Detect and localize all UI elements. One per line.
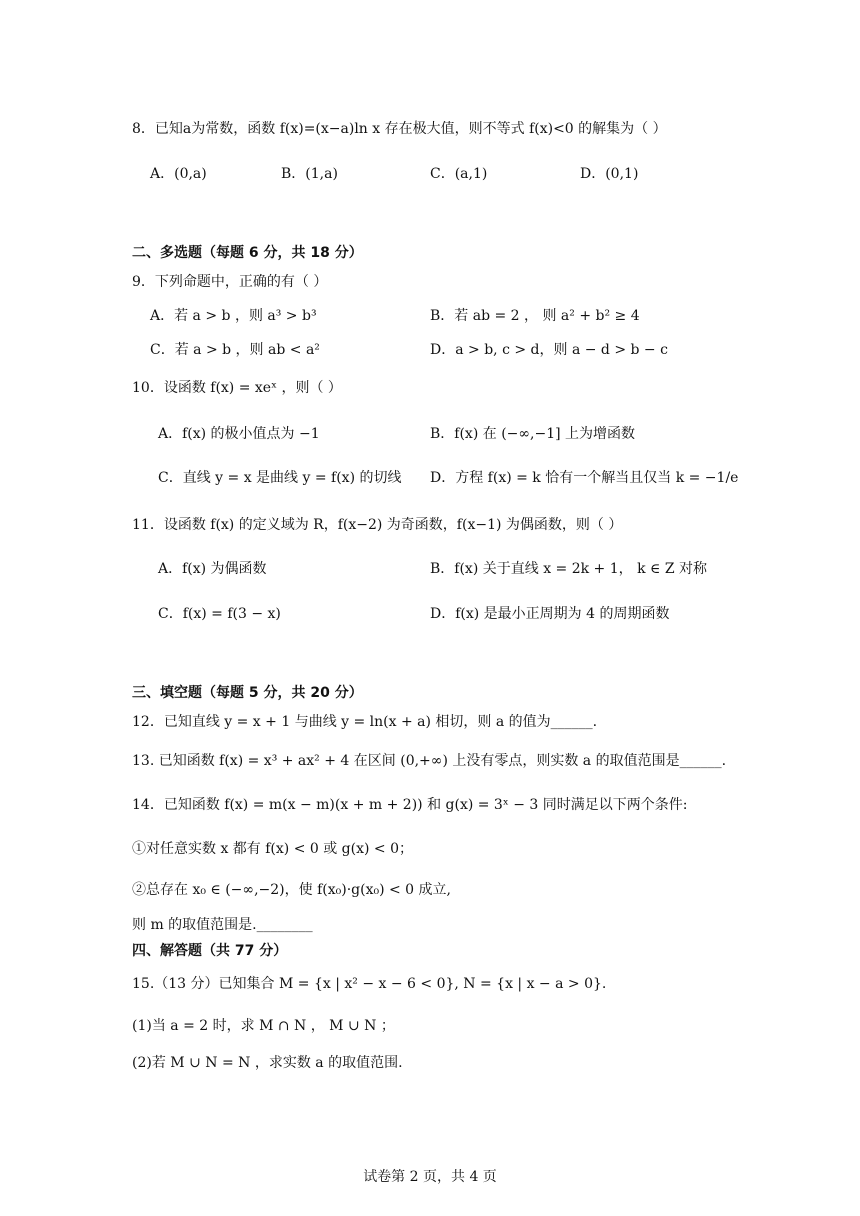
section-heading-solutions: 四、解答题（共 77 分） xyxy=(132,943,288,959)
q9-option-c: C．若 a > b ，则 ab < a² xyxy=(150,342,320,358)
q9-option-d: D．a > b, c > d，则 a − d > b − c xyxy=(430,342,668,358)
q9-option-b: B．若 ab = 2 ， 则 a² + b² ≥ 4 xyxy=(430,308,640,324)
page-footer: 试卷第 2 页，共 4 页 xyxy=(363,1169,497,1185)
q10-stem: 10．设函数 f(x) = xeˣ ，则（ ） xyxy=(132,380,342,396)
q9-option-a: A．若 a > b ，则 a³ > b³ xyxy=(150,308,317,324)
q15-part-1: (1)当 a = 2 时，求 M ∩ N ， M ∪ N ； xyxy=(132,1018,395,1034)
q11-stem: 11．设函数 f(x) 的定义域为 R，f(x−2) 为奇函数，f(x−1) 为偶函数，则（ ） xyxy=(132,517,623,533)
q14-question: 则 m 的取值范围是.________ xyxy=(132,917,313,933)
q11-option-b: B．f(x) 关于直线 x = 2k + 1， k ∈ Z 对称 xyxy=(430,561,708,577)
q8-stem: 8．已知a为常数，函数 f(x)=(x−a)ln x 存在极大值，则不等式 f(x)<0 的解集为（ ） xyxy=(132,121,667,137)
q11-option-c: C．f(x) = f(3 − x) xyxy=(158,606,281,622)
q9-stem: 9．下列命题中，正确的有（ ） xyxy=(132,274,328,290)
q14-condition-2: ②总存在 x₀ ∈ (−∞,−2)，使 f(x₀)·g(x₀) < 0 成立, xyxy=(132,882,451,898)
q14-stem: 14．已知函数 f(x) = m(x − m)(x + m + 2)) 和 g(x) = 3ˣ − 3 同时满足以下两个条件: xyxy=(132,797,688,813)
q11-option-a: A．f(x) 为偶函数 xyxy=(158,561,267,577)
q10-option-b: B．f(x) 在 (−∞,−1] 上为增函数 xyxy=(430,426,636,442)
q8-option-d: D．(0,1) xyxy=(580,166,639,182)
q10-option-d: D．方程 f(x) = k 恰有一个解当且仅当 k = −1/e xyxy=(430,470,739,486)
q10-option-c: C．直线 y = x 是曲线 y = f(x) 的切线 xyxy=(158,470,402,486)
q12-text: 12．已知直线 y = x + 1 与曲线 y = ln(x + a) 相切，则 a 的值为______. xyxy=(132,714,598,730)
section-heading-fill-in: 三、填空题（每题 5 分，共 20 分） xyxy=(132,685,363,701)
q14-condition-1: ①对任意实数 x 都有 f(x) < 0 或 g(x) < 0； xyxy=(132,841,414,857)
q11-option-d: D．f(x) 是最小正周期为 4 的周期函数 xyxy=(430,606,670,622)
q10-option-a: A．f(x) 的极小值点为 −1 xyxy=(158,426,320,442)
q8-option-a: A．(0,a) xyxy=(150,166,207,182)
q15-part-2: (2)若 M ∪ N = N ，求实数 a 的取值范围. xyxy=(132,1055,403,1071)
q8-option-b: B．(1,a) xyxy=(281,166,338,182)
q15-stem: 15.（13 分）已知集合 M = {x | x² − x − 6 < 0}, N = {x | x − a > 0}. xyxy=(132,976,607,992)
section-heading-multiple-choice: 二、多选题（每题 6 分，共 18 分） xyxy=(132,245,363,261)
q8-option-c: C．(a,1) xyxy=(430,166,488,182)
q13-text: 13. 已知函数 f(x) = x³ + ax² + 4 在区间 (0,+∞) 上没有零点，则实数 a 的取值范围是______. xyxy=(132,753,727,769)
